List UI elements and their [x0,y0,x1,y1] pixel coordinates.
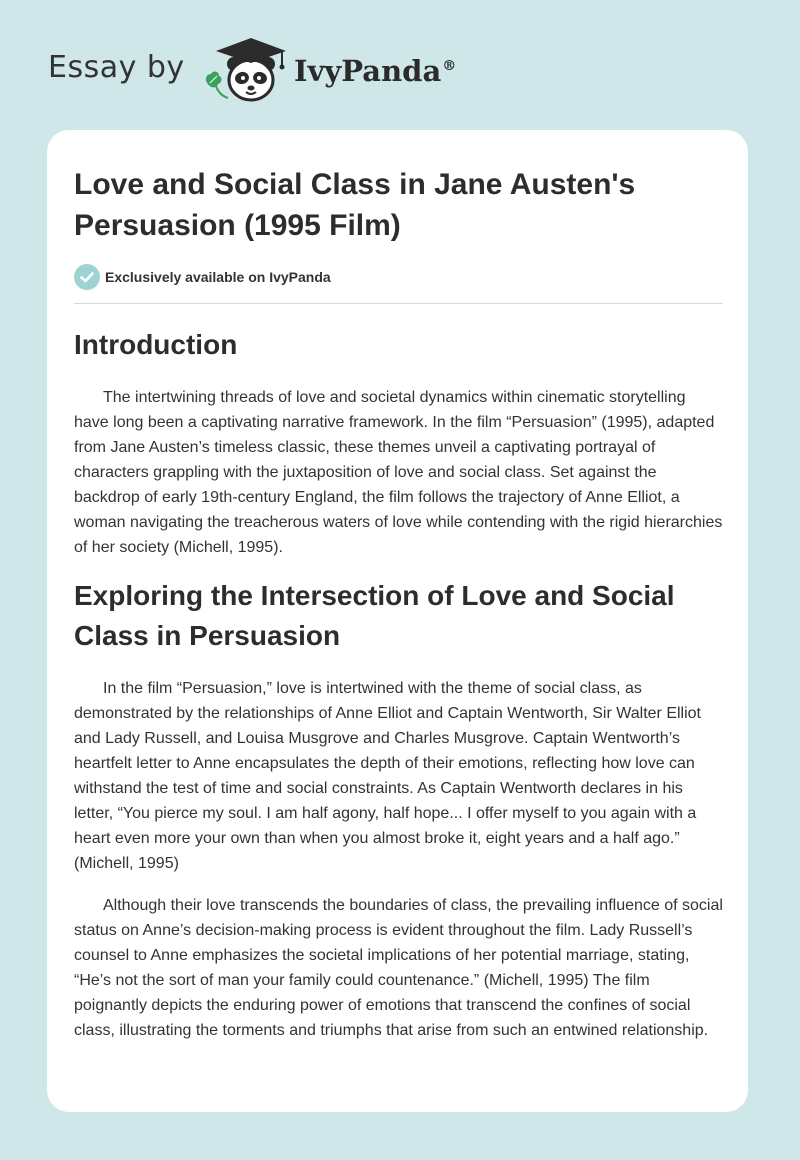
exclusive-badge [74,264,331,290]
site-header-logo[interactable] [48,36,508,106]
paragraph: Although their love transcends the boundaries of class, the prevailing influence of social status on Anne’s decision-making process is evident throughout the film. Lady Russell’s counsel to Anne emphasizes the societal implications of her potential marriage, stating, “He’s not the sort of man your family could countenance.” (Michell, 1995) The film poignantly depicts the enduring power of emotions that transcend the confines of social class, illustrating the torments and triumphs that arise from such an entwined relationship. [74,897,723,1039]
brand-name [294,54,456,88]
section-heading-exploring: Exploring the Intersection of Love and Social Class in Persuasion [74,580,675,651]
essay-card [47,130,748,1112]
panda-logo-icon [202,36,294,108]
paragraph: In the film “Persuasion,” love is intertwined with the theme of social class, as demonstrated by the relationships of Anne Elliot and Captain Wentworth, Sir Walter Elliot and Lady Russell, and Louisa Musgrove and Charles Musgrove. Captain Wentworth’s heartfelt letter to Anne encapsulates the depth of their emotions, reflecting how love can withstand the test of time and social constraints. As Captain Wentworth declares in his letter, “You pierce my soul. I am half agony, half hope... I offer myself to you again with a heart even more your own than when you almost broke it, eight years and a half ago.” (Michell, 1995) [74,680,701,872]
exclusive-label: Exclusively available on IvyPanda [105,269,331,285]
divider [74,303,723,304]
essay-title: Love and Social Class in Jane Austen's Persuasion (1995 Film) [74,168,636,242]
ivy-leaf-icon [206,72,228,98]
section-heading-introduction: Introduction [74,329,238,360]
brand-name-text: IvyPanda [294,54,442,88]
brand-prefix: Essay by [48,50,185,85]
check-circle-icon [74,264,100,290]
registered-mark: ® [442,58,457,75]
paragraph: The intertwining threads of love and societal dynamics within cinematic storytelling have long been a captivating narrative framework. In the film “Persuasion” (1995), adapted from Jane Austen’s timeless classic, these themes unveil a captivating portrayal of characters grappling with the juxtaposition of love and social class. Set against the backdrop of early 19th-century England, the film follows the trajectory of Anne Elliot, a woman navigating the treacherous waters of love while contending with the rigid hierarchies of her society (Michell, 1995). [74,389,723,556]
